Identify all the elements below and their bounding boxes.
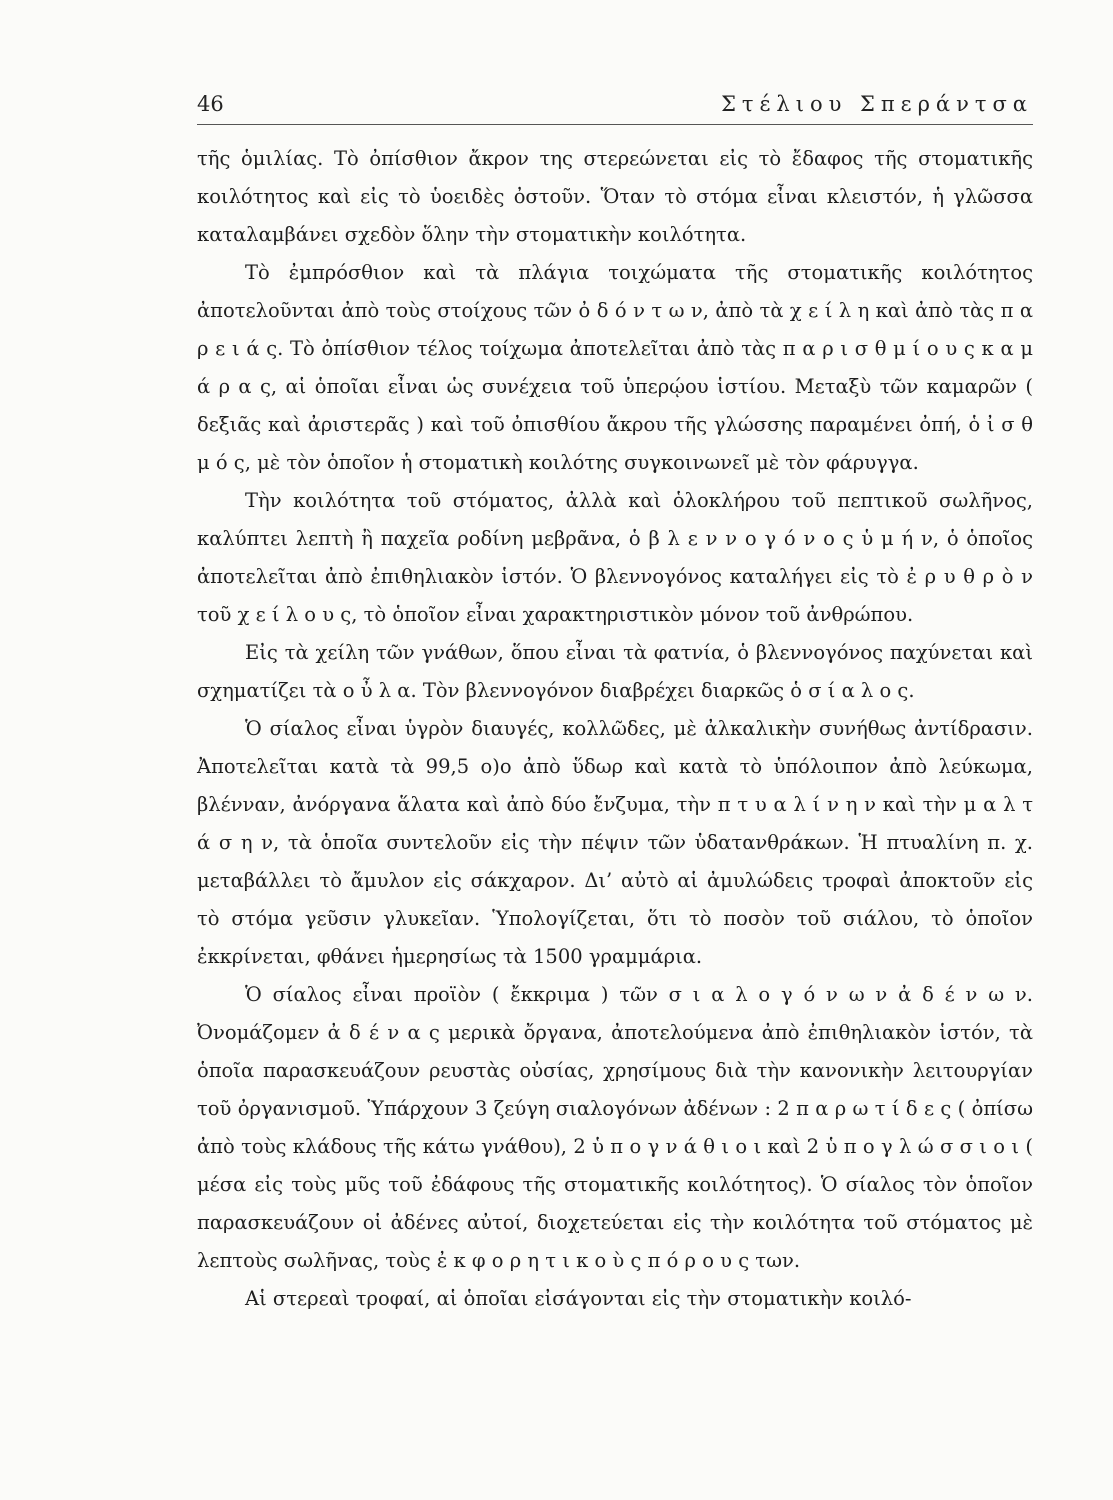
- paragraph: Τὴν κοιλότητα τοῦ στόματος, ἀλλὰ καὶ ὁλοκλήρου τοῦ πεπτικοῦ σωλῆνος, καλύπτει λεπτὴ ἢ παχεῖα ροδίνη μεβρᾶνα, ὁ β λ ε ν ν ο γ ό ν ο ς ὑ μ ή ν, ὁ ὁποῖος ἀποτελεῖται ἀπὸ ἐπιθηλιακὸν ἱστόν. Ὁ βλεννογόνος καταλήγει εἰς τὸ ἐ ρ υ θ ρ ὸ ν τοῦ χ ε ί λ ο υ ς, τὸ ὁποῖον εἶναι χαρακτηριστικὸν μόνον τοῦ ἀνθρώπου.: [197, 489, 1033, 626]
- page-number: 46: [197, 92, 224, 116]
- paragraph: τῆς ὁμιλίας. Τὸ ὀπίσθιον ἄκρον της στερεώνεται εἰς τὸ ἔδαφος τῆς στοματικῆς κοιλότητος καὶ εἰς τὸ ὑοειδὲς ὀστοῦν. Ὅταν τὸ στόμα εἶναι κλειστόν, ἡ γλῶσσα καταλαμβάνει σχεδὸν ὅλην τὴν στοματικὴν κοιλότητα.: [197, 147, 1033, 246]
- running-head: Στέλιου Σπεράντσα: [721, 92, 1033, 116]
- paragraph: Ὁ σίαλος εἶναι ὑγρὸν διαυγές, κολλῶδες, μὲ ἀλκαλικὴν συνήθως ἀντίδρασιν. Ἀποτελεῖται κατὰ τὰ 99,5 ο)ο ἀπὸ ὕδωρ καὶ κατὰ τὸ ὑπόλοιπον ἀπὸ λεύκωμα, βλένναν, ἀνόργανα ἅλατα καὶ ἀπὸ δύο ἔνζυμα, τὴν π τ υ α λ ί ν η ν καὶ τὴν μ α λ τ ά σ η ν, τὰ ὁποῖα συντελοῦν εἰς τὴν πέψιν τῶν ὑδατανθράκων. Ἡ πτυαλίνη π. χ. μεταβάλλει τὸ ἄμυλον εἰς σάκχαρον. Δι’ αὐτὸ αἱ ἀμυλώδεις τροφαὶ ἀποκτοῦν εἰς τὸ στόμα γεῦσιν γλυκεῖαν. Ὑπολογίζεται, ὅτι τὸ ποσὸν τοῦ σιάλου, τὸ ὁποῖον ἐκκρίνεται, φθάνει ἡμερησίως τὰ 1500 γραμμάρια.: [197, 717, 1033, 968]
- paragraph: Τὸ ἐμπρόσθιον καὶ τὰ πλάγια τοιχώματα τῆς στοματικῆς κοιλότητος ἀποτελοῦνται ἀπὸ τοὺς στοίχους τῶν ὀ δ ό ν τ ω ν, ἀπὸ τὰ χ ε ί λ η καὶ ἀπὸ τὰς π α ρ ε ι ά ς. Τὸ ὀπίσθιον τέλος τοίχωμα ἀποτελεῖται ἀπὸ τὰς π α ρ ι σ θ μ ί ο υ ς κ α μ ά ρ α ς, αἱ ὁποῖαι εἶναι ὡς συνέχεια τοῦ ὑπερῴου ἱστίου. Μεταξὺ τῶν καμαρῶν ( δεξιᾶς καὶ ἀριστερᾶς ) καὶ τοῦ ὀπισθίου ἄκρου τῆς γλώσσης παραμένει ὀπή, ὁ ἰ σ θ μ ό ς, μὲ τὸν ὁποῖον ἡ στοματικὴ κοιλότης συγκοινωνεῖ μὲ τὸν φάρυγγα.: [197, 261, 1033, 474]
- paragraph: Αἱ στερεαὶ τροφαί, αἱ ὁποῖαι εἰσάγονται εἰς τὴν στοματικὴν κοιλό-: [245, 1287, 912, 1310]
- header-rule: [197, 124, 1033, 125]
- paragraph: Εἰς τὰ χείλη τῶν γνάθων, ὅπου εἶναι τὰ φατνία, ὁ βλεννογόνος παχύνεται καὶ σχηματίζει τὰ ο ὖ λ α. Τὸν βλεννογόνον διαβρέχει διαρκῶς ὁ σ ί α λ ο ς.: [197, 641, 1033, 702]
- paragraph: Ὁ σίαλος εἶναι προϊὸν ( ἔκκριμα ) τῶν σ ι α λ ο γ ό ν ω ν ἀ δ έ ν ω ν. Ὀνομάζομεν ἀ δ έ ν α ς μερικὰ ὄργανα, ἀποτελούμενα ἀπὸ ἐπιθηλιακὸν ἱστόν, τὰ ὁποῖα παρασκευάζουν ρευστὰς οὐσίας, χρησίμους διὰ τὴν κανονικὴν λειτουργίαν τοῦ ὀργανισμοῦ. Ὑπάρχουν 3 ζεύγη σιαλογόνων ἀδένων : 2 π α ρ ω τ ί δ ε ς ( ὀπίσω ἀπὸ τοὺς κλάδους τῆς κάτω γνάθου), 2 ὑ π ο γ ν ά θ ι ο ι καὶ 2 ὑ π ο γ λ ώ σ σ ι ο ι ( μέσα εἰς τοὺς μῦς τοῦ ἐδάφους τῆς στοματικῆς κοιλότητος). Ὁ σίαλος τὸν ὁποῖον παρασκευάζουν οἱ ἀδένες αὐτοί, διοχετεύεται εἰς τὴν κοιλότητα τοῦ στόματος μὲ λεπτοὺς σωλῆνας, τοὺς ἐ κ φ ο ρ η τ ι κ ο ὺ ς π ό ρ ο υ ς των.: [197, 983, 1033, 1272]
- body-text: [197, 140, 1033, 1318]
- page-header: [197, 92, 1033, 124]
